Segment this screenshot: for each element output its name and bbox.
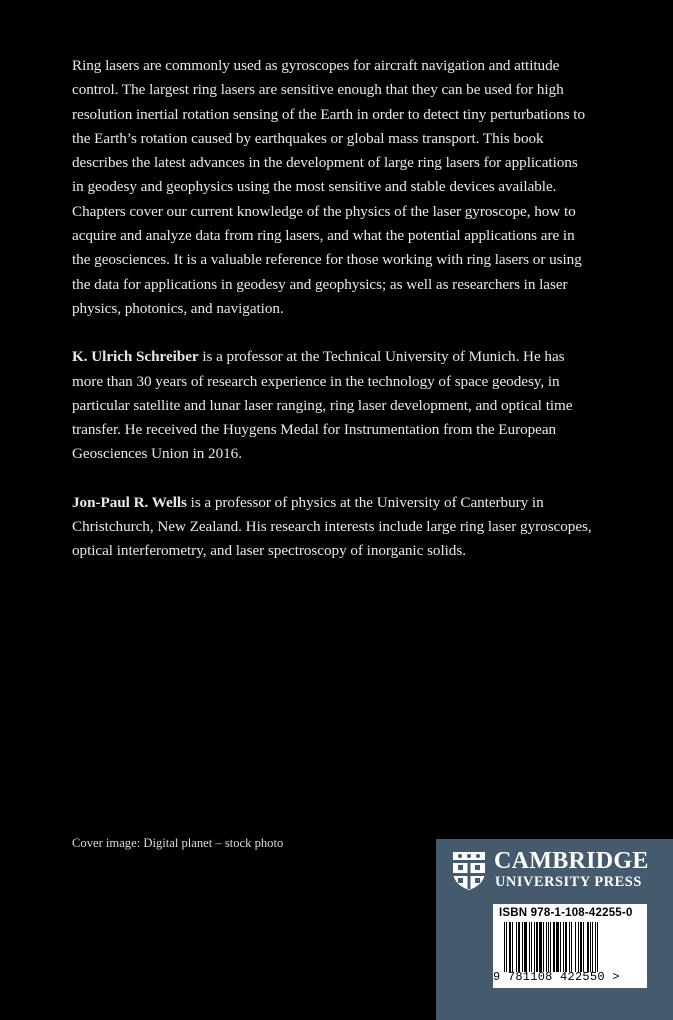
barcode-icon	[504, 922, 639, 972]
publisher-subname: UNIVERSITY PRESS	[495, 874, 642, 890]
author-bio-2	[72, 491, 592, 564]
barcode-digits: 9 781108 422550 >	[493, 970, 620, 984]
back-cover-text	[72, 54, 592, 564]
author-bio-1	[72, 345, 592, 466]
cover-image-credit: Cover image: Digital planet – stock photo	[72, 836, 284, 850]
publisher-name: CAMBRIDGE	[494, 848, 649, 874]
university-crest-icon	[452, 851, 486, 891]
author-bio-text: is a professor at the Technical University of Munich. He has more than 30 years of research experience in the technology of space geodesy, in particular satellite and lunar laser ranging, ring laser development, and optical time transfer. He received the Huygens Medal for Instrumentation from the European Geosciences Union in 2016.	[72, 348, 573, 463]
book-description: Ring lasers are commonly used as gyroscopes for aircraft navigation and attitude control. The largest ring lasers are sensitive enough that they can be used for high resolution inertial rotation sensing of the Earth in order to detect tiny perturbations to the Earth’s rotation caused by earthquakes or global mass transport. This book describes the latest advances in the development of large ring lasers for applications in geodesy and geophysics using the most sensitive and stable devices available. Chapters cover our current knowledge of the physics of the laser gyroscope, how to acquire and analyze data from ring lasers, and what the potential applications are in the geosciences. It is a valuable reference for those working with ring lasers or using the data for applications in geodesy and geophysics; as well as researchers in laser physics, photonics, and navigation.	[72, 57, 586, 317]
author-name: K. Ulrich Schreiber	[72, 348, 199, 366]
publisher-panel	[436, 839, 673, 1020]
author-name: Jon-Paul R. Wells	[72, 493, 187, 511]
barcode-box	[493, 904, 647, 988]
author-bio-text: is a professor of physics at the University of Canterbury in Christchurch, New Zealand. His research interests include large ring laser gyroscopes, optical interferometry, and laser spectroscopy of inorganic solids.	[72, 493, 592, 560]
isbn-label: ISBN 978-1-108-42255-0	[499, 907, 633, 919]
